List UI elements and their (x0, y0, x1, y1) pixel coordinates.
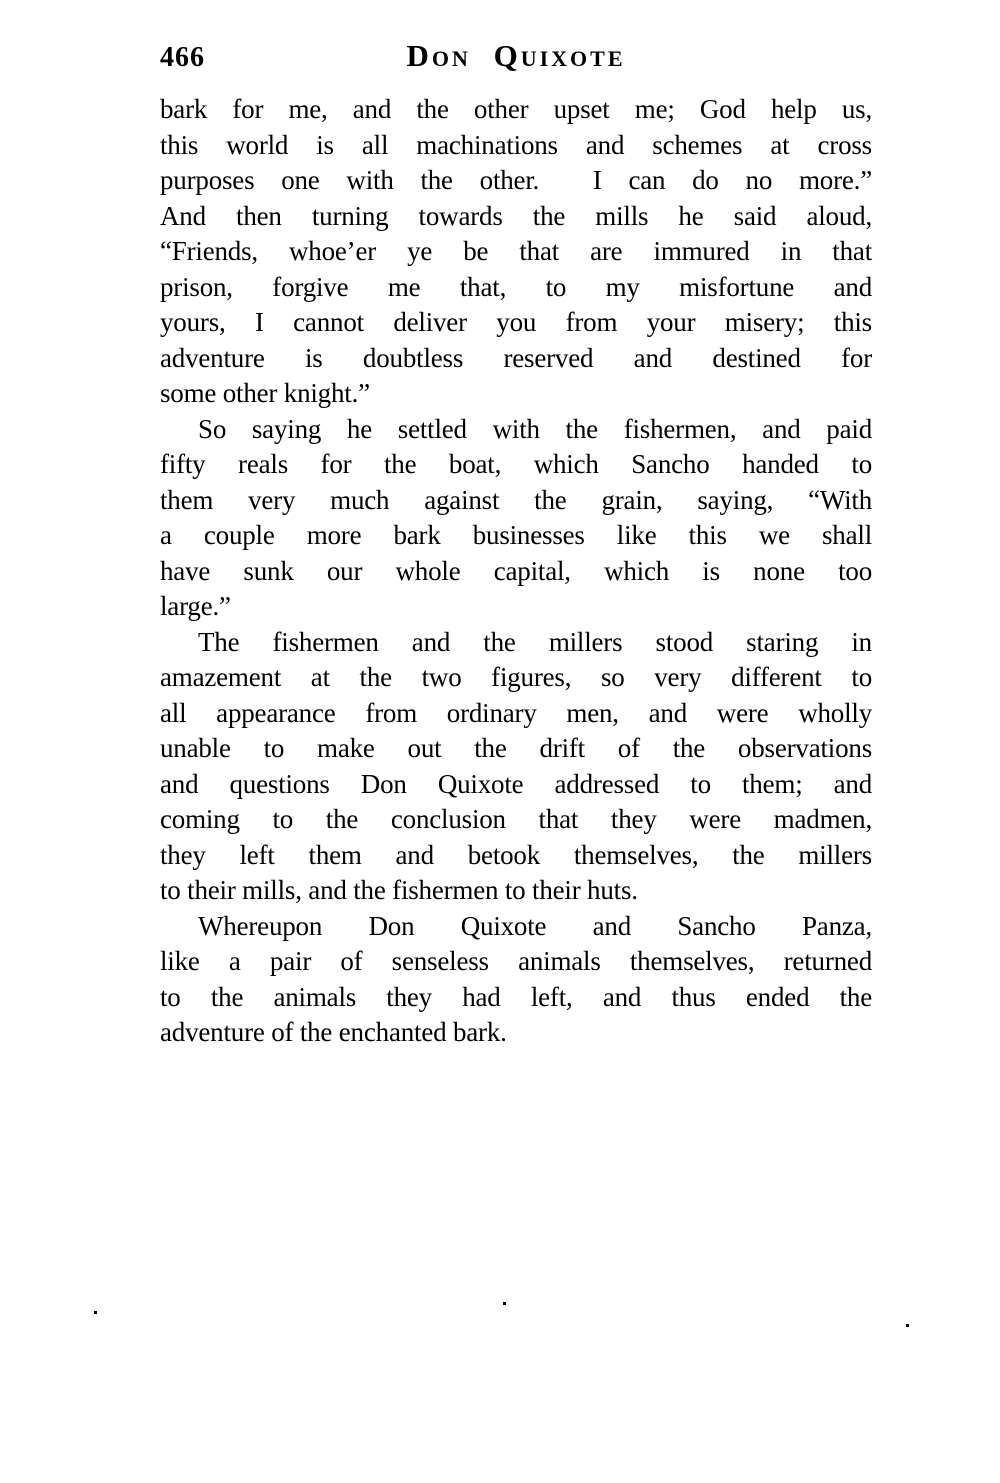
text-block (160, 92, 872, 1051)
page-header (160, 38, 872, 78)
text-line: like a pair of senseless animals themselves, returned (160, 946, 872, 976)
text-line: And then turning towards the mills he said aloud, (160, 200, 872, 231)
text-line: unable to make out the drift of the observations (160, 733, 872, 763)
text-line: adventure of the enchanted bark. (160, 1017, 507, 1047)
paragraph (160, 92, 872, 412)
paragraph (160, 625, 872, 909)
text-line: some other knight.” (160, 378, 370, 408)
running-title: Don Quixote (406, 38, 626, 73)
text-line: “Friends, whoe’er ye be that are immured in that (160, 236, 872, 266)
text-line: coming to the conclusion that they were madmen, (160, 804, 872, 834)
text-line: all appearance from ordinary men, and were wholly (160, 697, 872, 728)
text-line: bark for me, and the other upset me; God help us, (160, 94, 872, 124)
text-line: them very much against the grain, saying, “With (160, 484, 872, 515)
text-line: and questions Don Quixote addressed to them; and (160, 768, 872, 799)
scan-speck (94, 1311, 97, 1314)
text-line: large.” (160, 591, 231, 621)
text-line: they left them and betook themselves, the millers (160, 839, 872, 870)
paragraph (160, 909, 872, 1051)
text-line: to their mills, and the fishermen to their huts. (160, 875, 638, 905)
text-line: a couple more bark businesses like this we shall (160, 520, 872, 550)
text-line: purposes one with the other. I can do no more.” (160, 165, 872, 195)
text-line: prison, forgive me that, to my misfortune and (160, 271, 872, 302)
page-number: 466 (160, 42, 205, 73)
text-line: yours, I cannot deliver you from your misery; this (160, 307, 872, 337)
text-line: Whereupon Don Quixote and Sancho Panza, (198, 910, 872, 941)
text-line: this world is all machinations and schemes at cross (160, 129, 872, 160)
scan-speck (503, 1302, 506, 1305)
text-line: have sunk our whole capital, which is none too (160, 555, 872, 586)
scan-speck (906, 1324, 909, 1327)
text-line: So saying he settled with the fishermen, and paid (198, 413, 872, 444)
text-line: The fishermen and the millers stood staring in (198, 626, 872, 657)
text-line: amazement at the two figures, so very different to (160, 662, 872, 692)
paragraph (160, 412, 872, 625)
text-line: fifty reals for the boat, which Sancho handed to (160, 449, 872, 479)
text-line: to the animals they had left, and thus ended the (160, 981, 872, 1012)
text-line: adventure is doubtless reserved and destined for (160, 342, 872, 373)
